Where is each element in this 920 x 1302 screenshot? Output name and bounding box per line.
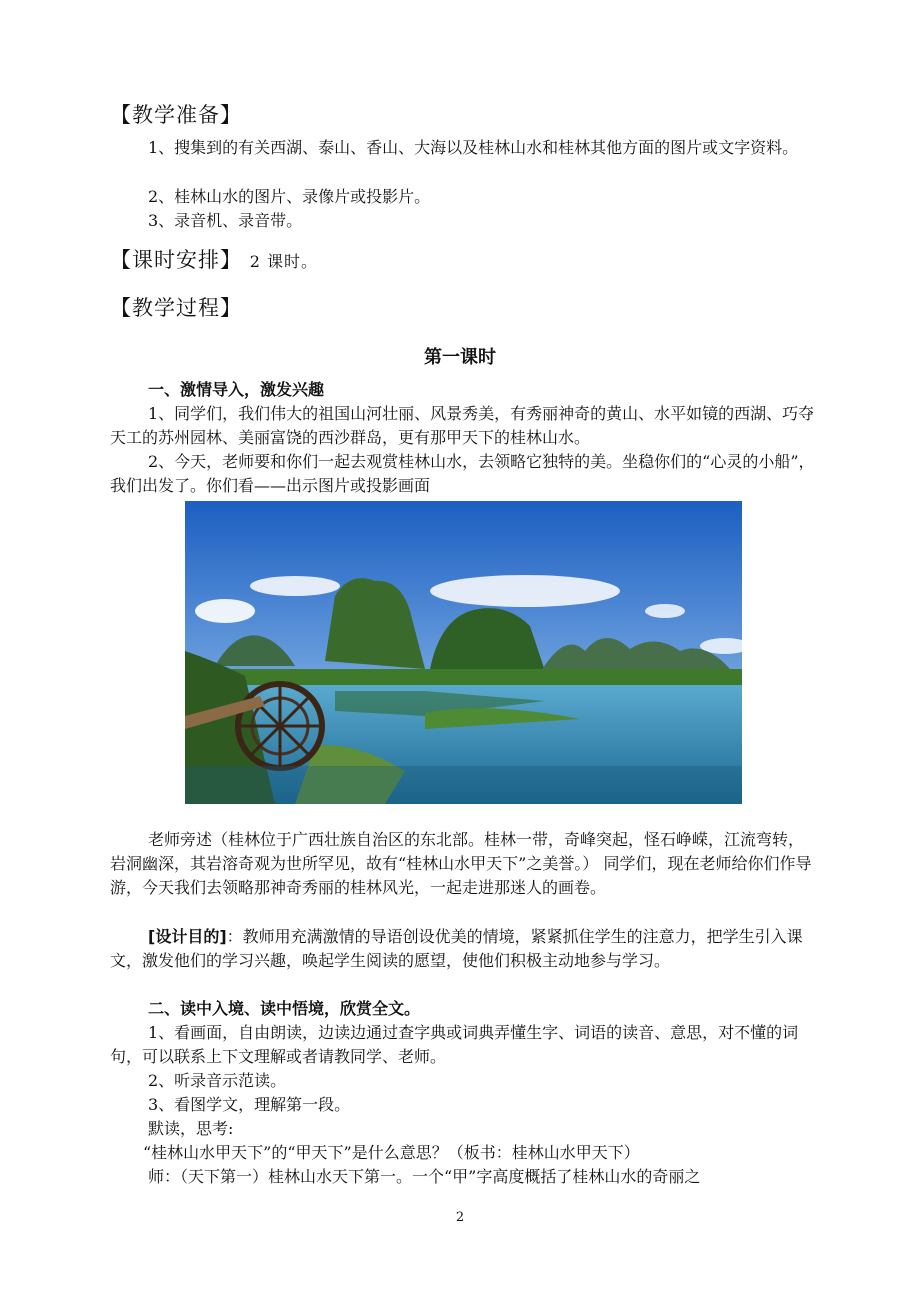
guilin-landscape-image [185, 501, 742, 804]
narration-paragraph: 老师旁述（桂林位于广西壮族自治区的东北部。桂林一带，奇峰突起，怪石峥嵘，江流弯转，岩洞幽深，其岩溶奇观为世所罕见，故有“桂林山水甲天下”之美誉。） 同学们，现在老师给你们作导游，今天我们去领略那神奇秀丽的桂林风光，一起走进那迷人的画卷。 [110, 830, 812, 897]
design-purpose-paragraph [110, 925, 815, 973]
section2-paragraph-1: 1、看画面，自由朗读，边读边通过查字典或词典弄懂生字、词语的读音、意思，对不懂的词句，可以联系上下文理解或者请教同学、老师。 [110, 1023, 799, 1066]
section1-title: 一、激情导入，激发兴趣 [148, 380, 325, 399]
design-purpose-text: ：教师用充满激情的导语创设优美的情境，紧紧抓住学生的注意力，把学生引入课文，激发他们的学习兴趣，唤起学生阅读的愿望，使他们积极主动地参与学习。 [110, 927, 803, 970]
schedule-row [110, 244, 318, 274]
section1-paragraph-1: 1、同学们，我们伟大的祖国山河壮丽、风景秀美，有秀丽神奇的黄山、水平如镜的西湖、巧夺天工的苏州园林、美丽富饶的西沙群岛，更有那甲天下的桂林山水。 [110, 404, 815, 447]
process-heading: 【教学过程】 [110, 296, 242, 320]
design-purpose-label: [设计目的] [148, 927, 227, 946]
section2-paragraph-4: 默读，思考: [148, 1119, 234, 1138]
section2-paragraph-2: 2、听录音示范读。 [148, 1071, 287, 1090]
lesson-title: 第一课时 [424, 347, 496, 368]
page-number: 2 [455, 1210, 465, 1225]
prep-heading: 【教学准备】 [110, 103, 242, 127]
section2-title: 二、读中入境、读中悟境，欣赏全文。 [148, 999, 421, 1018]
section2-paragraph-5: “桂林山水甲天下”的“甲天下”是什么意思？（板书：桂林山水甲天下） [143, 1143, 640, 1162]
schedule-value: 2 课时。 [249, 252, 318, 271]
section2-paragraph-3: 3、看图学文，理解第一段。 [148, 1095, 351, 1114]
section1-paragraph-2: 2、今天，老师要和你们一起去观赏桂林山水，去领略它独特的美。坐稳你们的“心灵的小船”，我们出发了。你们看——出示图片或投影画面 [110, 452, 815, 495]
schedule-heading: 【课时安排】 [110, 248, 242, 272]
prep-item-1: 1、搜集到的有关西湖、泰山、香山、大海以及桂林山水和桂林其他方面的图片或文字资料。 [148, 138, 799, 157]
section2-paragraph-6: 师：（天下第一）桂林山水天下第一。一个“甲”字高度概括了桂林山水的奇丽之 [148, 1167, 701, 1186]
guilin-landscape-photo [185, 501, 742, 804]
prep-item-3: 3、录音机、录音带。 [148, 211, 303, 230]
prep-item-2: 2、桂林山水的图片、录像片或投影片。 [148, 187, 431, 206]
